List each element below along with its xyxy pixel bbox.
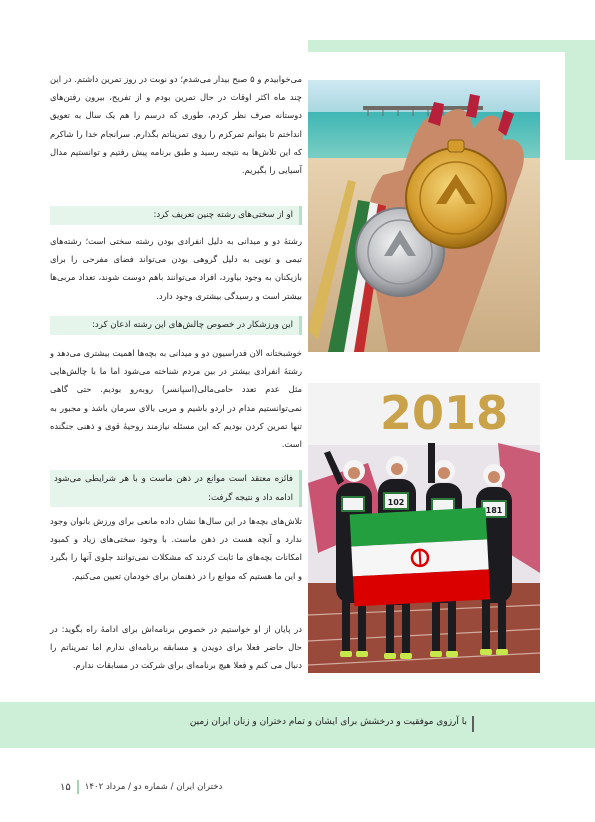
page-footer (60, 780, 222, 794)
team-illustration (308, 383, 540, 673)
paragraph-5: در پایان از او خواستیم در خصوص برنامه‌اش برای ادامهٔ راه بگوید: در حال حاضر فعلا برای دویدن و مسابقه برنامه‌ای ندارم اما تمریناتم را دنبال می کنم و فعلا هیچ برنامه‌ای برای شرکت در مسابقات ندارم. (50, 624, 302, 671)
closing-banner (0, 702, 595, 748)
paragraph-2: رشتهٔ دو و میدانی به دلیل انفرادی بودن رشته سختی است؛ رشته‌های تیمی و تویی به دلیل گروهی بودن می‌تواند فضای مفرحی را برای بازیکنان به وجود بیاورد، افراد می‌توانند باهم دوست شوند، تعداد مربی‌ها بیشتر است و رسیدگی بیشتری وجود دارد. (50, 236, 302, 301)
team-photo (308, 383, 540, 673)
paragraph-3: خوشبختانه الان فدراسیون دو و میدانی به بچه‌ها اهمیت بیشتری می‌دهد و رشتهٔ انفرادی بیشتر در بین مردم شناخته می‌شود اما ما با چالش‌هایی مثل عدم تعدد حامی‌مالی(اسپانسر) روبه‌رو بودیم. حتی گاهی نمی‌توانستیم مدام در اردو باشیم و مربی بالای سرمان باشد و مجبور به تنها تمرین کردن بودیم که این مسئله نیازمند روحیهٔ قوی و ذهنی جنگنده است. (50, 348, 302, 450)
medals-photo (308, 80, 540, 352)
top-accent-band (308, 40, 595, 52)
quote-2-box (50, 316, 302, 335)
banner-accent-line (472, 716, 474, 732)
quote-1-box (50, 206, 302, 225)
bib-number: 102 (387, 498, 405, 507)
medals-illustration (308, 80, 540, 352)
quote-2: این ورزشکار در خصوص چالش‌های این رشته اذعان کرد: (50, 316, 302, 335)
bib-number: 181 (485, 506, 503, 515)
issue-info: دختران ایران / شماره دو / مرداد ۱۴۰۲ (84, 782, 223, 792)
banner-text: با آرزوی موفقیت و درخشش برای ایشان و تمام دختران و زنان ایران زمین (189, 717, 467, 727)
quote-3-box (50, 470, 302, 507)
quote-1: او از سختی‌های رشته چنین تعریف کرد: (50, 206, 302, 225)
side-accent-band (565, 52, 595, 160)
paragraph-1: می‌خوابیدم و ۵ صبح بیدار می‌شدم؛ دو نوبت در روز تمرین داشتم. در این چند ماه اکثر اوقات در حال تمرین بودم و از تفریح، بیرون رفتن‌های دوستانه صرف نظر کردم، طوری که درسم را هم یک سال به تعویق انداختم تا بتوانم تمرکزم را روی تمریناتم بگذارم. سرانجام خدا را شاکرم که این تلاش‌ها به نتیجه رسید و طبق برنامه پیش رفتیم و توانستیم مدال آسیایی را بگیریم. (50, 74, 303, 176)
quote-3: فائزه معتقد است موانع در ذهن ماست و با هر شرایطی می‌شود ادامه داد و نتیجه گرفت: (50, 470, 302, 507)
paragraph-4: تلاش‌های بچه‌ها در این سال‌ها نشان داده مانعی برای ورزش بانوان وجود ندارد و آنچه هست در ذهن ماست. با وجود سختی‌های زیاد و کمبود امکانات بچه‌های ما ثابت کردند که مشکلات نمی‌توانند جلوی آنها را بگیرد و این ما هستیم که موانع را در ذهنمان برای خودمان تعیین می‌کنیم. (50, 516, 302, 581)
scoreboard-year: 2018 (379, 386, 509, 440)
iran-flag (350, 507, 491, 606)
footer-divider (77, 780, 79, 794)
page-number: ۱۵ (60, 781, 71, 793)
